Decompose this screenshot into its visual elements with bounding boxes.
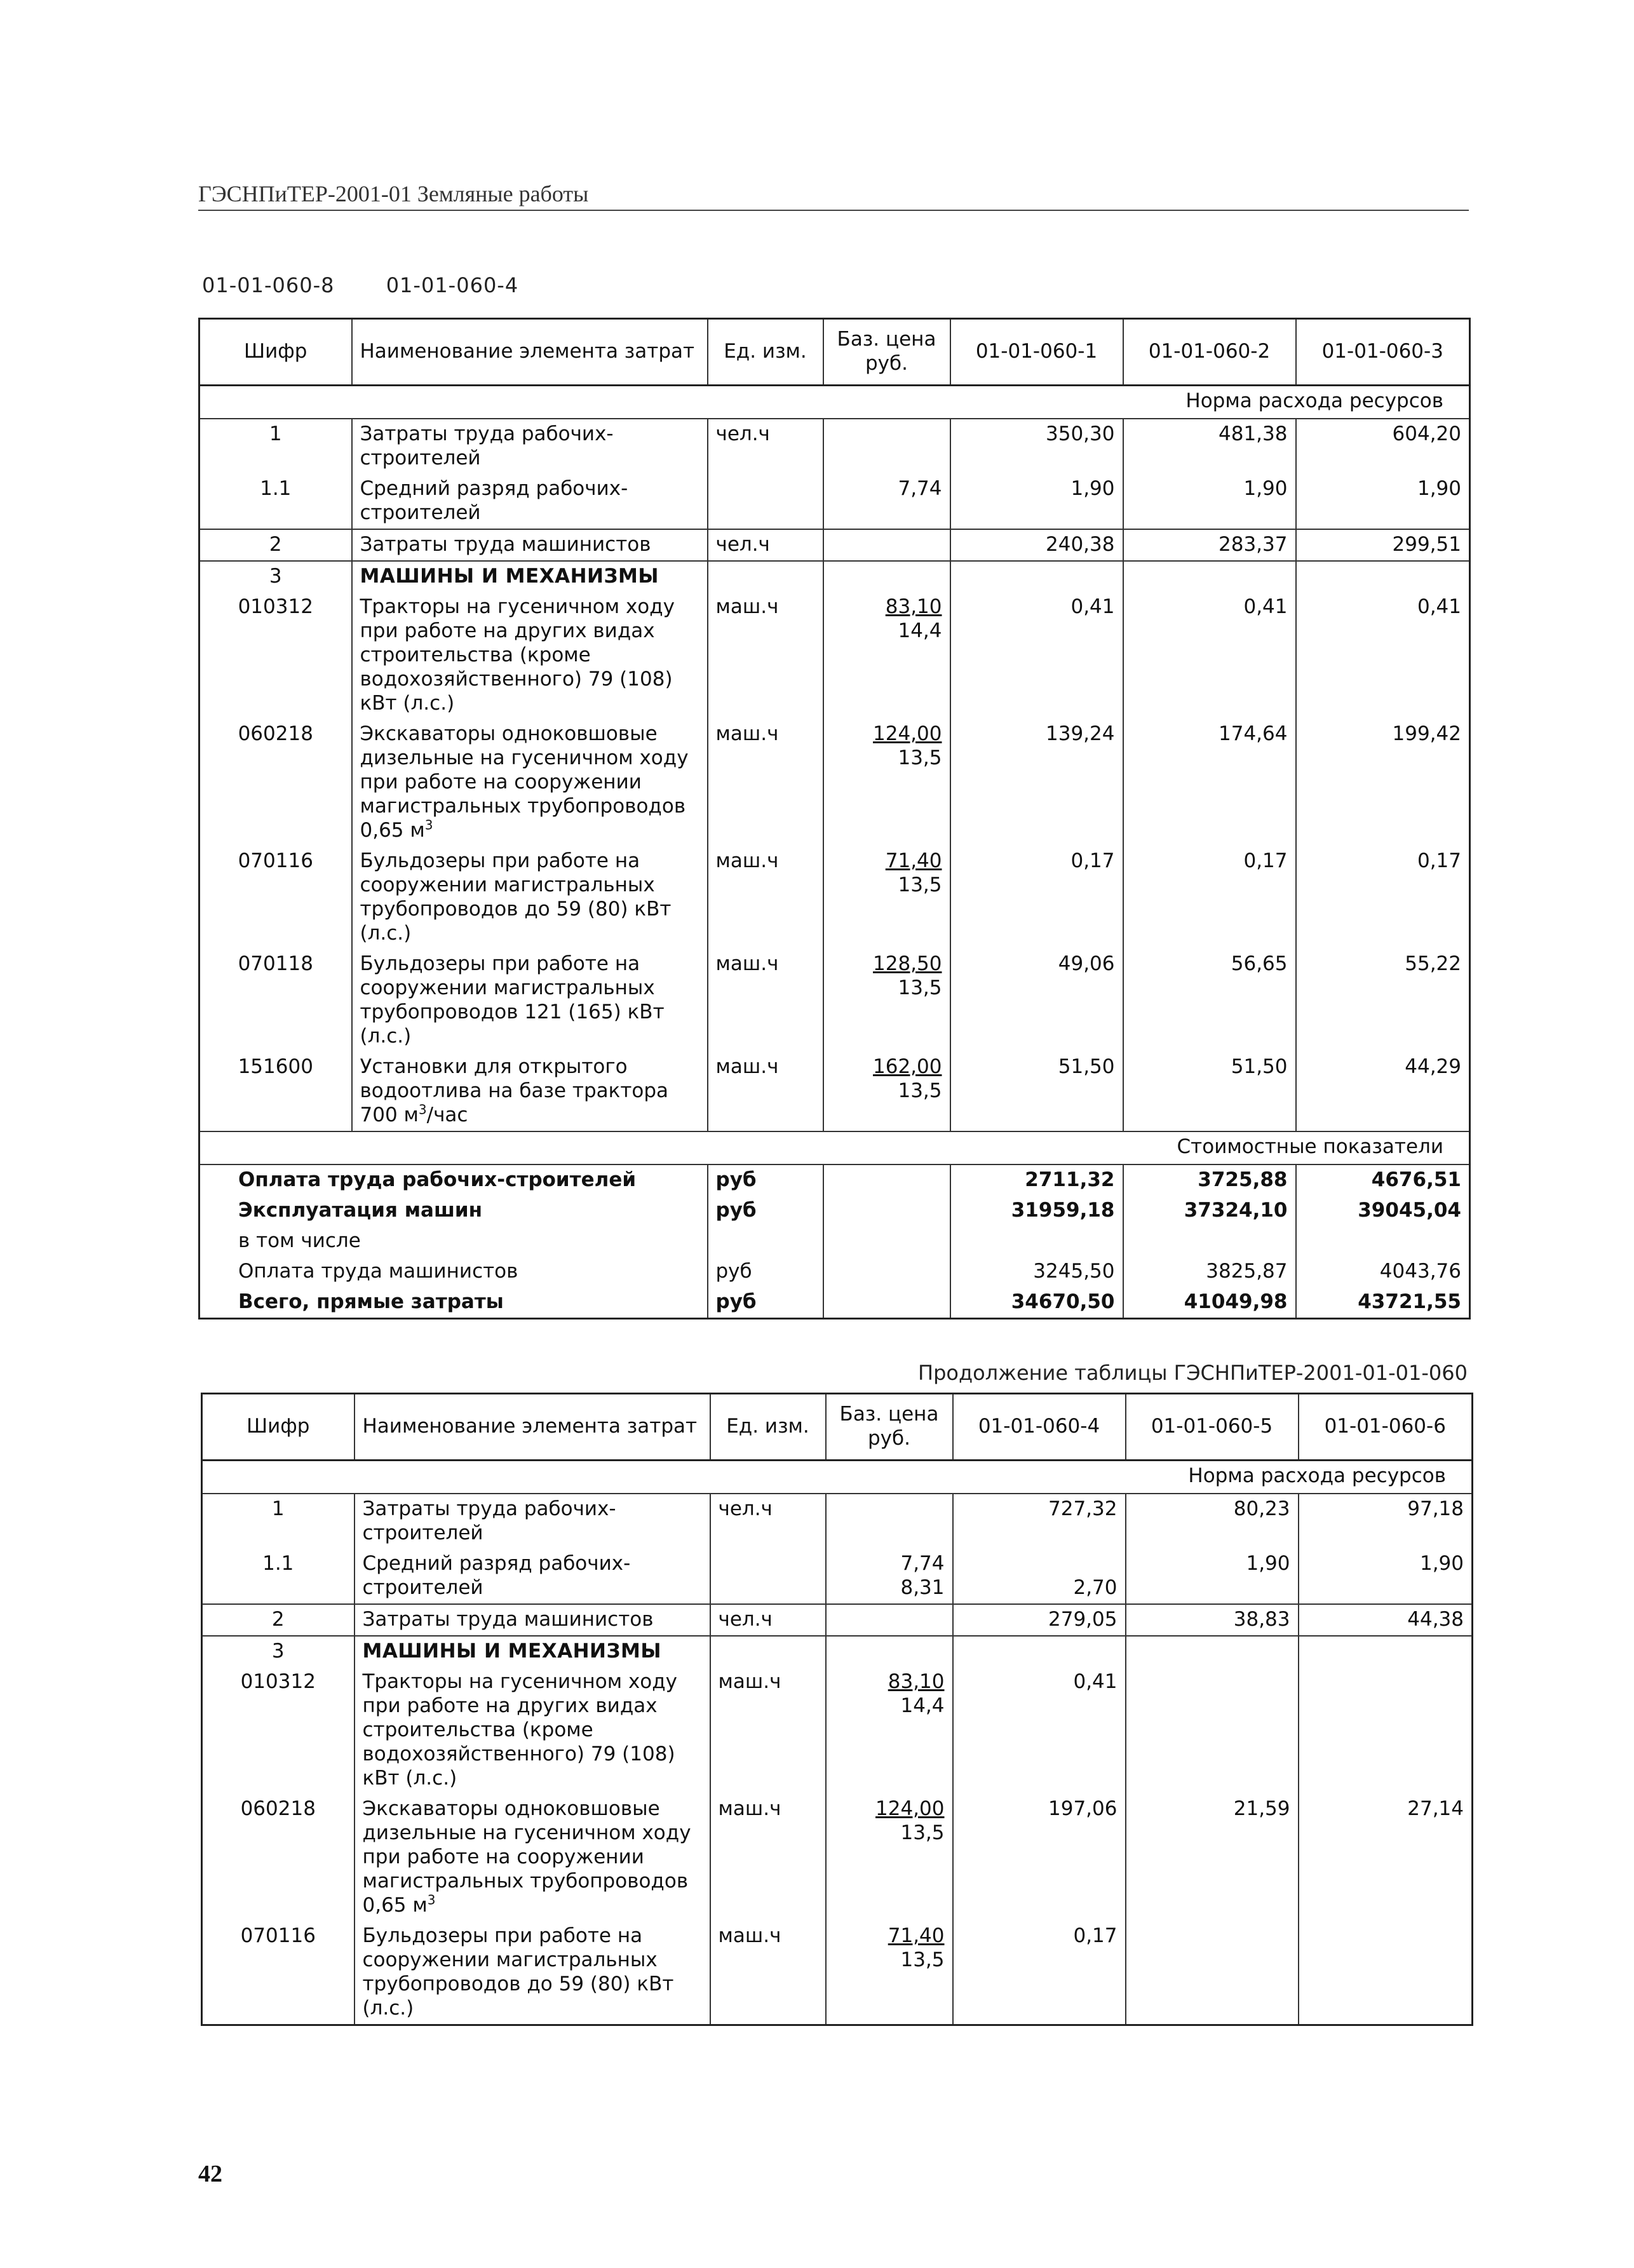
summary-value: 3245,50 (950, 1257, 1123, 1287)
col-header-name: Наименование элемента затрат (354, 1394, 710, 1461)
summary-value: 3825,87 (1123, 1257, 1296, 1287)
summary-value: 37324,10 (1123, 1196, 1296, 1226)
row-unit: маш.ч (708, 1052, 823, 1131)
row-price (823, 592, 950, 719)
row-price: 7,74 (823, 474, 950, 529)
running-title: ГЭСНПиТЕР-2001-01 Земляные работы (198, 181, 589, 206)
page-number: 42 (198, 2161, 222, 2187)
row-value: 0,17 (950, 846, 1123, 949)
col-header-name: Наименование элемента затрат (352, 319, 708, 386)
row-name: Бульдозеры при работе на сооружении магистральных трубопроводов до 59 (80) кВт (л.с.) (352, 846, 708, 949)
row-value: 0,41 (1296, 592, 1470, 719)
row-name: МАШИНЫ И МЕХАНИЗМЫ (352, 561, 708, 592)
row-name-tail: /час (426, 1104, 468, 1126)
price-sub-value: 13,5 (900, 1821, 945, 1844)
code-ref: 01-01-060-4 (386, 273, 519, 297)
row-unit: маш.ч (708, 846, 823, 949)
summary-value: 41049,98 (1123, 1287, 1296, 1319)
summary-value: 2711,32 (950, 1164, 1123, 1196)
summary-label: Оплата труда машинистов (199, 1257, 708, 1287)
price-sub-value: 13,5 (898, 874, 942, 896)
row-value (953, 1549, 1126, 1604)
col-header-code: Шифр (199, 319, 352, 386)
price-value: 71,40 (888, 1924, 945, 1947)
summary-unit: руб (708, 1196, 823, 1226)
row-name: МАШИНЫ И МЕХАНИЗМЫ (354, 1636, 710, 1667)
row-unit (708, 474, 823, 529)
row-code: 1.1 (202, 1549, 354, 1604)
row-value: 1,90 (1123, 474, 1296, 529)
price-sub-value: 13,5 (898, 1079, 942, 1102)
row-code: 060218 (202, 1794, 354, 1921)
code-ref: 01-01-060-8 (202, 273, 335, 297)
row-value: 240,38 (950, 529, 1123, 561)
row-price (823, 949, 950, 1052)
row-name (354, 1794, 710, 1921)
col-header-variant: 01-01-060-3 (1296, 319, 1470, 386)
price-value: 7,74 (900, 1552, 945, 1575)
table-header-row (202, 1394, 1473, 1461)
summary-row (199, 1196, 1470, 1226)
code-references (202, 273, 563, 297)
summary-row (199, 1226, 1470, 1257)
table-row (202, 1636, 1473, 1667)
table-row (199, 846, 1470, 949)
row-value: 1,90 (1126, 1549, 1299, 1604)
row-code: 2 (199, 529, 352, 561)
row-unit: маш.ч (708, 949, 823, 1052)
row-value: 27,14 (1299, 1794, 1473, 1921)
row-unit: чел.ч (710, 1604, 826, 1636)
col-header-code: Шифр (202, 1394, 354, 1461)
row-price (826, 1794, 953, 1921)
row-value: 197,06 (953, 1794, 1126, 1921)
row-price (823, 529, 950, 561)
price-value: 162,00 (873, 1055, 942, 1078)
row-code: 1 (199, 419, 352, 474)
row-price (826, 1494, 953, 1549)
summary-value: 39045,04 (1296, 1196, 1470, 1226)
table-row (199, 529, 1470, 561)
row-code: 070116 (199, 846, 352, 949)
summary-unit: руб (708, 1164, 823, 1196)
row-value: 1,90 (1296, 474, 1470, 529)
col-header-variant: 01-01-060-4 (953, 1394, 1126, 1461)
table-row (199, 474, 1470, 529)
table-row (202, 1549, 1473, 1604)
continuation-caption: Продолжение таблицы ГЭСНПиТЕР-2001-01-01-060 (918, 1361, 1468, 1385)
row-name-text: Экскаваторы одноковшовые дизельные на гусеничном ходу при работе на сооружении магистральных трубопроводов 0,65 м (362, 1797, 691, 1917)
row-price (826, 1549, 953, 1604)
row-unit: чел.ч (708, 419, 823, 474)
row-unit: маш.ч (710, 1794, 826, 1921)
row-price (826, 1921, 953, 2025)
row-unit: маш.ч (708, 592, 823, 719)
row-value (1126, 1667, 1299, 1794)
table-row (202, 1604, 1473, 1636)
row-name: Тракторы на гусеничном ходу при работе на других видах строительства (кроме водохозяйственного) 79 (108) кВт (л.с.) (352, 592, 708, 719)
row-name-text: Установки для открытого водоотлива на базе трактора 700 м (360, 1055, 669, 1126)
row-value: 56,65 (1123, 949, 1296, 1052)
row-value (1299, 1667, 1473, 1794)
row-value: 55,22 (1296, 949, 1470, 1052)
table-row (199, 1052, 1470, 1131)
price-sub-value: 13,5 (900, 1948, 945, 1971)
row-code: 1.1 (199, 474, 352, 529)
row-value: 199,42 (1296, 719, 1470, 846)
summary-row (199, 1164, 1470, 1196)
row-value: 1,90 (950, 474, 1123, 529)
summary-value: 4676,51 (1296, 1164, 1470, 1196)
row-code: 070118 (199, 949, 352, 1052)
section-norms (199, 386, 1470, 419)
row-value: 0,17 (1123, 846, 1296, 949)
row-code: 060218 (199, 719, 352, 846)
row-value: 481,38 (1123, 419, 1296, 474)
price-sub-value: 8,31 (900, 1576, 945, 1599)
summary-row (199, 1257, 1470, 1287)
section-label: Норма расхода ресурсов (199, 386, 1470, 419)
norms-table-2 (201, 1393, 1473, 2026)
row-unit: маш.ч (710, 1921, 826, 2025)
row-name: Средний разряд рабочих-строителей (352, 474, 708, 529)
col-header-unit: Ед. изм. (710, 1394, 826, 1461)
summary-label: в том числе (199, 1226, 708, 1257)
table-row (199, 719, 1470, 846)
row-name: Средний разряд рабочих-строителей (354, 1549, 710, 1604)
row-value: 80,23 (1126, 1494, 1299, 1549)
price-value: 124,00 (875, 1797, 945, 1820)
row-price (823, 719, 950, 846)
row-value: 0,41 (1123, 592, 1296, 719)
summary-row (199, 1287, 1470, 1319)
row-value: 350,30 (950, 419, 1123, 474)
col-header-variant: 01-01-060-5 (1126, 1394, 1299, 1461)
header-rule (198, 210, 1469, 211)
table-row (199, 949, 1470, 1052)
row-price (823, 1052, 950, 1131)
row-value: 299,51 (1296, 529, 1470, 561)
table-row (202, 1494, 1473, 1549)
row-value (1126, 1921, 1299, 2025)
row-unit (710, 1549, 826, 1604)
table-row (199, 419, 1470, 474)
row-value: 49,06 (950, 949, 1123, 1052)
summary-label: Всего, прямые затраты (199, 1287, 708, 1319)
row-unit: маш.ч (708, 719, 823, 846)
row-value: 139,24 (950, 719, 1123, 846)
row-name-text: Экскаваторы одноковшовые дизельные на гусеничном ходу при работе на сооружении магистральных трубопроводов 0,65 м (360, 722, 689, 842)
section-label: Стоимостные показатели (199, 1131, 1470, 1164)
col-header-price: Баз. цена руб. (826, 1394, 953, 1461)
section-norms (202, 1461, 1473, 1494)
row-unit: чел.ч (710, 1494, 826, 1549)
row-value: 727,32 (953, 1494, 1126, 1549)
row-value: 44,38 (1299, 1604, 1473, 1636)
row-code: 3 (202, 1636, 354, 1667)
col-header-variant: 01-01-060-1 (950, 319, 1123, 386)
table-row (202, 1794, 1473, 1921)
row-value: 604,20 (1296, 419, 1470, 474)
superscript: 3 (418, 1102, 427, 1117)
row-value: 38,83 (1126, 1604, 1299, 1636)
col-header-variant: 01-01-060-6 (1299, 1394, 1473, 1461)
col-header-price: Баз. цена руб. (823, 319, 950, 386)
row-name: Затраты труда машинистов (352, 529, 708, 561)
row-value: 21,59 (1126, 1794, 1299, 1921)
summary-value: 31959,18 (950, 1196, 1123, 1226)
row-name: Затраты труда машинистов (354, 1604, 710, 1636)
table-row (199, 561, 1470, 592)
row-code: 3 (199, 561, 352, 592)
summary-unit: руб (708, 1257, 823, 1287)
row-value: 0,41 (953, 1667, 1126, 1794)
price-sub-value: 13,5 (898, 976, 942, 999)
summary-value: 3725,88 (1123, 1164, 1296, 1196)
row-value: 0,17 (953, 1921, 1126, 2025)
row-name (352, 1052, 708, 1131)
section-label: Норма расхода ресурсов (202, 1461, 1473, 1494)
row-code: 010312 (202, 1667, 354, 1794)
superscript: 3 (424, 817, 433, 833)
summary-value: 4043,76 (1296, 1257, 1470, 1287)
row-price (826, 1604, 953, 1636)
row-value (1299, 1921, 1473, 2025)
price-sub-value: 13,5 (898, 746, 942, 769)
row-code: 151600 (199, 1052, 352, 1131)
row-name: Затраты труда рабочих-строителей (352, 419, 708, 474)
row-value: 174,64 (1123, 719, 1296, 846)
row-price (826, 1667, 953, 1794)
row-price (823, 846, 950, 949)
price-value: 83,10 (888, 1670, 945, 1693)
summary-value: 43721,55 (1296, 1287, 1470, 1319)
summary-label: Оплата труда рабочих-строителей (199, 1164, 708, 1196)
row-unit: чел.ч (708, 529, 823, 561)
row-value: 97,18 (1299, 1494, 1473, 1549)
table-row (199, 592, 1470, 719)
summary-value: 34670,50 (950, 1287, 1123, 1319)
row-value: 0,17 (1296, 846, 1470, 949)
row-code: 070116 (202, 1921, 354, 2025)
summary-unit: руб (708, 1287, 823, 1319)
row-code: 010312 (199, 592, 352, 719)
row-value: 51,50 (1123, 1052, 1296, 1131)
row-value: 283,37 (1123, 529, 1296, 561)
row-price (823, 419, 950, 474)
superscript: 3 (427, 1892, 436, 1908)
table-row (202, 1667, 1473, 1794)
price-sub-value: 14,4 (898, 619, 942, 642)
price-value: 124,00 (873, 722, 942, 745)
price-value: 128,50 (873, 952, 942, 975)
row-code: 1 (202, 1494, 354, 1549)
row-value: 51,50 (950, 1052, 1123, 1131)
row-name: Тракторы на гусеничном ходу при работе на других видах строительства (кроме водохозяйственного) 79 (108) кВт (л.с.) (354, 1667, 710, 1794)
norms-table-1 (198, 318, 1471, 1320)
section-cost (199, 1131, 1470, 1164)
row-value-sub: 2,70 (1073, 1576, 1117, 1599)
col-header-variant: 01-01-060-2 (1123, 319, 1296, 386)
summary-label: Эксплуатация машин (199, 1196, 708, 1226)
table-header-row (199, 319, 1470, 386)
row-name: Затраты труда рабочих-строителей (354, 1494, 710, 1549)
row-unit: маш.ч (710, 1667, 826, 1794)
row-value: 279,05 (953, 1604, 1126, 1636)
price-sub-value: 14,4 (900, 1694, 945, 1717)
row-value: 0,41 (950, 592, 1123, 719)
price-value: 83,10 (885, 595, 942, 618)
price-value: 71,40 (885, 849, 942, 872)
col-header-unit: Ед. изм. (708, 319, 823, 386)
row-code: 2 (202, 1604, 354, 1636)
row-name: Бульдозеры при работе на сооружении магистральных трубопроводов 121 (165) кВт (л.с.) (352, 949, 708, 1052)
table-row (202, 1921, 1473, 2025)
row-name (352, 719, 708, 846)
row-value: 1,90 (1299, 1549, 1473, 1604)
row-name: Бульдозеры при работе на сооружении магистральных трубопроводов до 59 (80) кВт (л.с.) (354, 1921, 710, 2025)
row-value: 44,29 (1296, 1052, 1470, 1131)
